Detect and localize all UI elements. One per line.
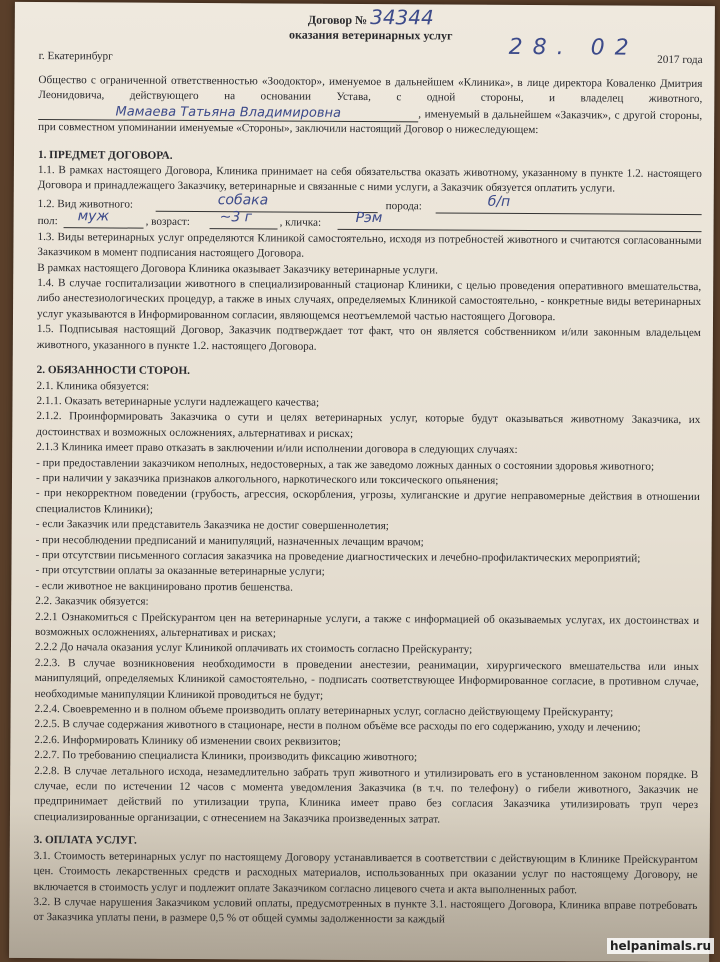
- clause-2-line: - при несоблюдении предписаний и манипуляций, назначенных лечащим врачом;: [36, 533, 700, 552]
- section-2-heading: 2. ОБЯЗАННОСТИ СТОРОН.: [37, 363, 701, 382]
- preamble-part-1: Общество с ограниченной ответственностью «Зоодоктор», именуемое в дальнейшем «Клиника», в лице директора Коваленко Дмитрия Леонидовича, действующего на основании Устава, с одной стороны, и владелец животного,: [38, 74, 702, 105]
- age-handwritten: ~3 г: [220, 210, 253, 226]
- clause-2-line: 2.2.5. В случае содержания животного в стационаре, нести в полном объёме все расходы по его содержанию, уходу и лечению;: [34, 717, 698, 736]
- clause-2-line: 2.2.1 Ознакомиться с Прейскурантом цен на ветеринарные услуги, а также с информацией об оказываемых услугах, их достоинствах и возможных осложнениях, альтернативах и рисках;: [35, 610, 699, 645]
- clause-2-line: 2.2.4. Своевременно и в полном объеме производить оплату ветеринарных услуг, согласно действующему Прейскуранту;: [35, 702, 699, 721]
- age-label: , возраст:: [146, 215, 190, 231]
- clause-1-4: 1.4. В случае госпитализации животного в специализированный стационар Клиники, с целью проведения оперативного вмешательства, либо анестезиологических процедур, а также в иных случаях, определяемых Клиникой самостоятельно, - конкретные виды ветеринарных услуг указываются в Информированном согласии, являющемся неотъемлемой частью настоящего Договора.: [37, 276, 701, 326]
- clause-2-line: - при наличии у заказчика признаков алкогольного, наркотического или токсического опьянения;: [36, 471, 700, 490]
- clause-2-line: 2.2.7. По требованию специалиста Клиники, производить фиксацию животного;: [34, 748, 698, 767]
- contract-subtitle: оказания ветеринарных услуг: [39, 26, 703, 45]
- city-label: г. Екатеринбург: [39, 49, 113, 65]
- preamble-part-2: в дальнейшем «Заказчик», с другой стороны, при совместном упоминании именуемые «Стороны», заключили настоящий Договор о нижеследующем:: [38, 109, 702, 137]
- clause-2-line: - если Заказчик или представитель Заказчика не достиг совершеннолетия;: [36, 517, 700, 536]
- breed-line: [436, 212, 702, 215]
- site-watermark: helpanimals.ru: [607, 938, 714, 954]
- sex-line: [64, 227, 144, 228]
- clause-1-5: 1.5. Подписывая настоящий Договор, Заказчик подтверждает тот факт, что он является собственником и/или законным владельцем животного, указанного в пункте 1.2. настоящего Договора.: [37, 322, 701, 357]
- title-text: Договор №: [308, 13, 367, 27]
- clause-2-line: - при предоставлении заказчиком неполных, недостоверных, а так же заведомо ложных данных о состоянии здоровья животного;: [36, 456, 700, 475]
- contract-number-handwritten: 34344: [370, 5, 434, 29]
- species-line: [156, 211, 378, 213]
- clause-2-line: 2.1. Клиника обязуется:: [37, 379, 701, 398]
- breed-label: порода:: [386, 199, 422, 215]
- pet-name-handwritten: Рэм: [356, 211, 383, 227]
- clause-1-3: 1.3. Виды ветеринарных услуг определяются Клиникой самостоятельно, исходя из потребностей животного и считаются согласованными Заказчиком в момент подписания настоящего Договора.: [37, 230, 701, 265]
- breed-handwritten: б/п: [488, 195, 511, 211]
- date-handwritten: 28. 02: [509, 40, 639, 56]
- species-label: 1.2. Вид животного:: [38, 197, 133, 213]
- clause-2-line: - при отсутствии оплаты за оказанные ветеринарные услуги;: [35, 563, 699, 582]
- preamble-part-1-end: , именуемый: [418, 108, 480, 120]
- clause-2-line: - при некорректном поведении (грубость, агрессия, оскорбления, угрозы, хулиганские и другие неправомерные действия в отношении специалистов Клиники);: [36, 486, 700, 521]
- clause-2-line: 2.1.3 Клиника имеет право отказать в заключении и/или исполнении договора в следующих случаях:: [36, 440, 700, 459]
- pet-name-label: , кличка:: [280, 215, 322, 231]
- clause-3-2: 3.2. В случае нарушения Заказчиком условий оплаты, предусмотренных в пункте 3.1. настоящего Договора, Клиника вправе потребовать от Заказчика уплаты пени, в размере 0,5 % от общей суммы задолженности за каждый: [33, 895, 697, 930]
- clause-2-line: 2.2.2 До начала оказания услуг Клиникой оплачивать их стоимость согласно Прейскуранту;: [35, 640, 699, 659]
- clause-1-1: 1.1. В рамках настоящего Договора, Клиника принимает на себя обязательства оказать животному, указанному в пункте 1.2. настоящего Договора и принадлежащего Заказчику, ветеринарные и связанные с ними услуги, а Заказчик обязуется оплатить услуги.: [38, 163, 702, 198]
- city-date-line: [39, 43, 703, 67]
- owner-name-handwritten: Мамаева Татьяна Владимировна: [38, 104, 418, 123]
- pet-name-line: [338, 229, 702, 232]
- clause-2-line: 2.1.1. Оказать ветеринарные услуги надлежащего качества;: [36, 394, 700, 413]
- section-1-heading: 1. ПРЕДМЕТ ДОГОВОРА.: [38, 148, 702, 167]
- sex-label: пол:: [38, 214, 58, 230]
- clause-3-1: 3.1. Стоимость ветеринарных услуг по настоящему Договору устанавливается в соответствии с действующим в Клинике Прейскурантом цен. Стоимость лекарственных средств и расходных материалов, использованных при оказании услуг по настоящему Договору, не включается в стоимость услуг и подлежит оплате Заказчиком согласно лицевого счета и акта выполненных работ.: [33, 849, 697, 899]
- clause-1-3b: В рамках настоящего Договора Клиника оказывает Заказчику ветеринарные услуги.: [37, 261, 701, 280]
- species-handwritten: собака: [218, 193, 269, 209]
- clause-2-line: 2.1.2. Проинформировать Заказчика о сути и целях ветеринарных услуг, которые будут оказываться животному Заказчика, их достоинствах и возможных осложнениях, альтернативах и рисках;: [36, 409, 700, 444]
- preamble-text: [38, 73, 702, 140]
- clause-2-line: 2.2. Заказчик обязуется:: [35, 594, 699, 613]
- clause-2-line: 2.2.8. В случае летального исхода, незамедлительно забрать труп животного и утилизировать его в установленном законом порядке. В случае, если по истечении 12 часов с момента уведомления Заказчика (в т.ч. по телефону) о гибели животного, Заказчик не предпринимает действий по утилизации трупа, Клиника имеет право без согласия Заказчика утилизировать труп через специализированные организации, с отнесением на Заказчика произведенных затрат.: [34, 764, 698, 830]
- section-3-heading: 3. ОПЛАТА УСЛУГ.: [34, 833, 698, 852]
- sex-handwritten: муж: [78, 209, 110, 225]
- clause-2-line: 2.2.6. Информировать Клинику об изменении своих реквизитов;: [34, 733, 698, 752]
- clause-2-line: 2.2.3. В случае возникновения необходимости в проведении анестезии, реанимации, хирургического вмешательства или иных манипуляций, определяемых Клиникой самостоятельно, - подписать соответствующее Информированное согласие, в противном случае, необходимые манипуляции Клиникой проводиться не будут;: [35, 656, 699, 706]
- contract-sheet: [9, 2, 715, 962]
- year-label: 2017 года: [657, 53, 703, 69]
- clause-2-line: - если животное не вакцинировано против бешенства.: [35, 579, 699, 598]
- clause-2-line: - при отсутствии письменного согласия заказчика на проведение диагностических и лечебно-профилактических мероприятий;: [35, 548, 699, 567]
- age-line: [210, 228, 278, 229]
- contract-content: [33, 8, 703, 930]
